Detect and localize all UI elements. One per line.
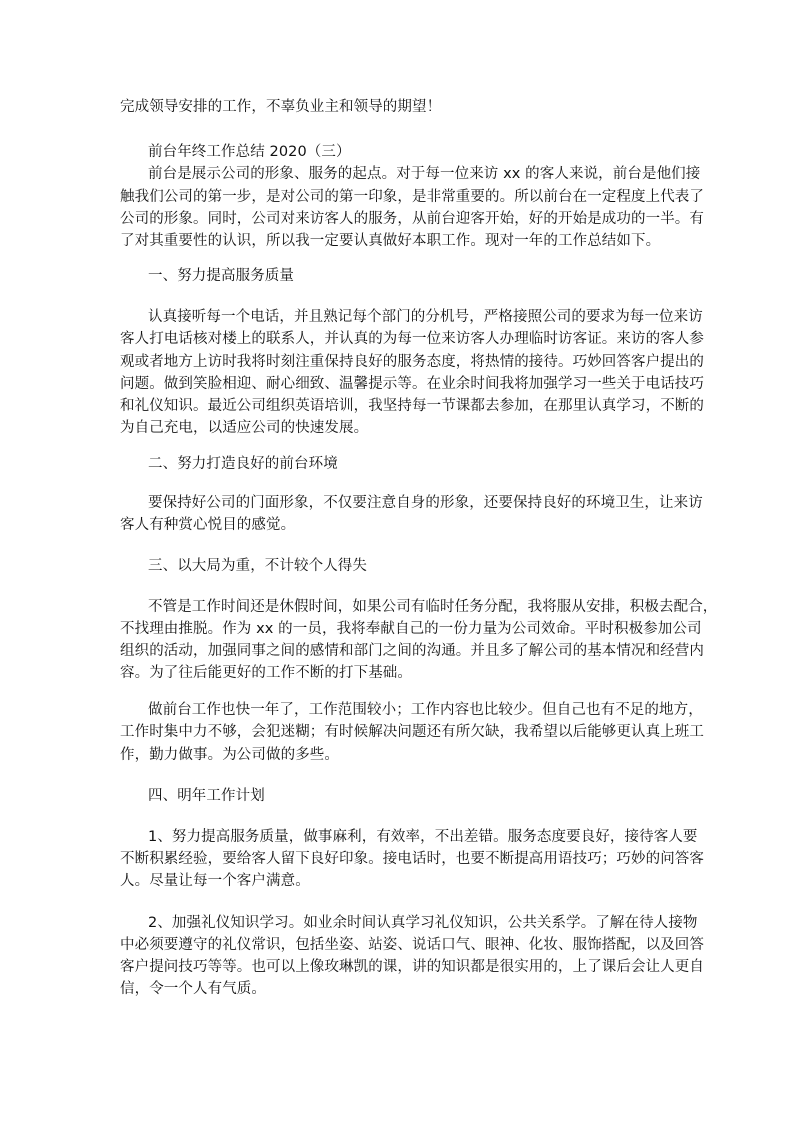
text-line: 了对其重要性的认识，所以我一定要认真做好本职工作。现对一年的工作总结如下。 [120,233,661,249]
text-line: 客人打电话核对楼上的联系人，并认真的为每一位来访客人办理临时访客证。来访的客人参 [120,331,704,347]
heading-1: 一、努力提高服务质量 [148,268,294,284]
text-line: 前台是展示公司的形象、服务的起点。对于每一位来访 xx 的客人来说，前台是他们接 [148,166,701,182]
text-line: 认真接听每一个电话，并且熟记每个部门的分机号，严格接照公司的要求为每一位来访 [148,309,703,325]
text-line: 人。尽量让每一个客户满意。 [120,873,310,889]
text-line: 公司的形象。同时，公司对来访客人的服务，从前台迎客开始，好的开始是成功的一半。有 [120,211,704,227]
text-line: 要保持好公司的门面形象，不仅要注意自身的形象，还要保持良好的环境卫生，让来访 [148,495,703,511]
text-line: 触我们公司的第一步，是对公司的第一印象，是非常重要的。所以前台在一定程度上代表了 [120,189,704,205]
text-line: 不找理由推脱。作为 xx 的一员，我将奉献自己的一份力量为公司效命。平时积极参加公司 [120,621,702,637]
heading-4: 四、明年工作计划 [148,788,265,804]
text-line: 工作时集中力不够，会犯迷糊；有时候解决问题还有所欠缺，我希望以后能够更认真上班工 [120,724,704,740]
text-line: 客人有种赏心悦目的感觉。 [120,517,296,533]
text-line: 容。为了往后能更好的工作不断的打下基础。 [120,665,412,681]
text-line: 做前台工作也快一年了，工作范围较小；工作内容也比较少。但自己也有不足的地方， [148,702,703,718]
text-line: 和礼仪知识。最近公司组织英语培训，我坚持每一节课都去参加，在那里认真学习，不断的 [120,398,704,414]
text-line: 不断积累经验，要给客人留下良好印象。接电话时，也要不断提高用语技巧；巧妙的问答客 [120,851,704,867]
text-line: 信，令一个人有气质。 [120,981,266,997]
text-line: 问题。做到笑脸相迎、耐心细致、温馨提示等。在业余时间我将加强学习一些关于电话技巧 [120,376,704,392]
text-line: 完成领导安排的工作，不辜负业主和领导的期望！ [120,99,442,115]
text-line: 组织的活动，加强同事之间的感情和部门之间的沟通。并且多了解公司的基本情况和经营内 [120,643,704,659]
text-line: 为自己充电，以适应公司的快速发展。 [120,420,369,436]
text-line: 不管是工作时间还是休假时间，如果公司有临时任务分配，我将服从安排，积极去配合， [148,599,718,615]
text-line: 2、加强礼仪知识学习。如业余时间认真学习礼仪知识，公共关系学。了解在待人接物 [148,915,698,931]
text-line: 作，勤力做事。为公司做的多些。 [120,747,339,763]
heading-2: 二、努力打造良好的前台环境 [148,456,338,472]
text-line: 中必须要遵守的礼仪常识，包括坐姿、站姿、说话口气、眼神、化妆、服饰搭配，以及回答 [120,937,704,953]
text-line: 1、努力提高服务质量，做事麻利，有效率，不出差错。服务态度要良好，接待客人要 [148,829,698,845]
section-title: 前台年终工作总结 2020（三） [148,144,351,160]
heading-3: 三、以大局为重，不计较个人得失 [148,558,367,574]
text-line: 观或者地方上访时我将时刻注重保持良好的服务态度，将热情的接待。巧妙回答客户提出的 [120,354,704,370]
text-line: 客户提问技巧等等。也可以上像玫琳凯的课，讲的知识都是很实用的，上了课后会让人更自 [120,959,704,975]
